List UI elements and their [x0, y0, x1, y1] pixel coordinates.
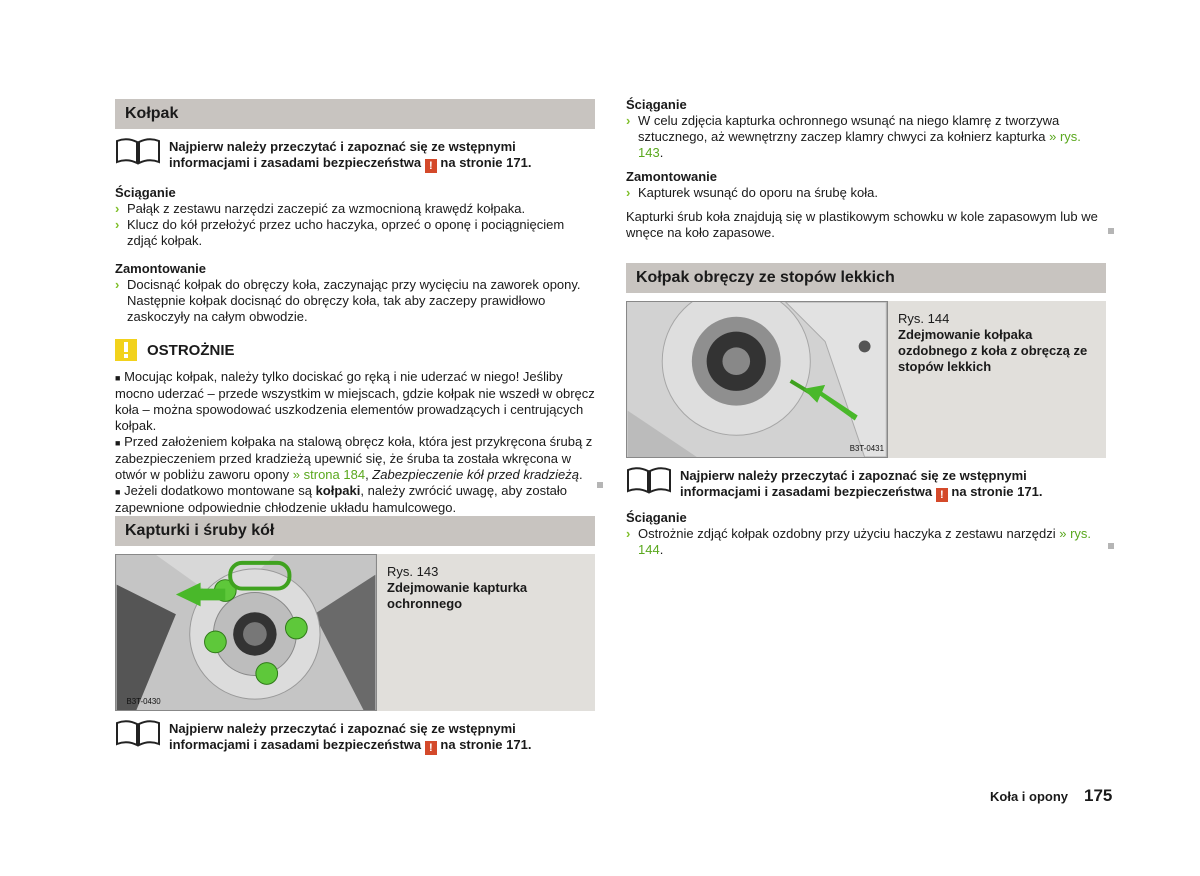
list-item: › Ostrożnie zdjąć kołpak ozdobny przy użyciu haczyka z zestawu narzędzi » rys. 144.	[626, 526, 1092, 557]
bullet-arrow-icon: ›	[115, 217, 120, 232]
list-item: › W celu zdjęcia kapturka ochronnego wsunąć na niego klamrę z tworzywa sztucznego, aż wewnętrzny zaczep klamry chwyci za kołnierz kapturka » rys. 143.	[626, 113, 1081, 160]
section-end-marker	[597, 482, 603, 488]
figure-title: Zdejmowanie kapturka ochronnego	[387, 580, 528, 611]
left-column	[115, 99, 595, 754]
list-item: › Klucz do kół przełożyć przez ucho haczyka, oprzeć o oponę i pociągnięciem zdjąć kołpak.	[115, 217, 565, 248]
read-note	[115, 137, 595, 173]
figure-code: B3T-0431	[849, 444, 884, 454]
alloy-removing-block	[626, 510, 1106, 558]
figure-143	[115, 554, 595, 711]
list-item: › Pałąk z zestawu narzędzi zaczepić za wzmocnioną krawędź kołpaka.	[115, 201, 526, 216]
list-item: › Kapturek wsunąć do oporu na śrubę koła.	[626, 185, 878, 200]
page-footer	[990, 786, 1112, 806]
removing-heading: Ściąganie	[626, 97, 687, 112]
book-icon	[115, 137, 161, 165]
caution-paragraph: ■ Jeżeli dodatkowo montowane są kołpaki, należy zwrócić uwagę, aby zostało zapewnione odpowiednie chłodzenie układu hamulcowego.	[115, 483, 568, 515]
warning-icon: !	[425, 159, 437, 173]
mounting-heading: Zamontowanie	[626, 169, 718, 184]
figure-number: Rys. 143	[387, 564, 439, 579]
read-note	[626, 466, 1106, 502]
section-title: Kołpak obręczy ze stopów lekkich	[636, 269, 895, 286]
bullet-arrow-icon: ›	[626, 526, 631, 541]
section-header-alloy-cap	[626, 263, 1106, 293]
figure-link[interactable]: » rys. 144	[638, 526, 1092, 557]
list-item: › Docisnąć kołpak do obręczy koła, zaczynając przy wycięciu na zaworek opony. Następnie kołpak docisnąć do obręczy koła, tak aby zaczepy prawidłowo zaskoczyły na całym obwodzie.	[115, 277, 581, 324]
wheel-cap-illustration	[115, 554, 377, 711]
bullet-arrow-icon: ›	[626, 113, 631, 128]
bullet-arrow-icon: ›	[115, 201, 120, 216]
figure-caption	[888, 301, 1106, 458]
book-icon	[115, 719, 161, 747]
mounting-heading: Zamontowanie	[115, 261, 207, 276]
bullet-arrow-icon: ›	[115, 277, 120, 292]
read-note-text: Najpierw należy przeczytać i zapoznać się ze wstępnymi informacjami i zasadami bezpieczeństwa ! na stronie 171.	[169, 721, 532, 754]
section-end-marker	[1108, 228, 1114, 234]
removing-heading: Ściąganie	[115, 185, 176, 200]
figure-title: Zdejmowanie kołpaka ozdobnego z koła z obręczą ze stopów lekkich	[898, 327, 1088, 374]
read-note-text: Najpierw należy przeczytać i zapoznać się ze wstępnymi informacjami i zasadami bezpieczeństwa ! na stronie 171.	[680, 468, 1043, 501]
list-bullet: ■	[115, 487, 121, 497]
read-note	[115, 719, 595, 755]
caution-paragraph: ■ Przed założeniem kołpaka na stalową obręcz koła, która jest przykręcona śrubą z zabezpieczeniem przed kradzieżą upewnić się, że śruba ta została wkręcona w otwór w pobliżu zaworu opony » strona 184, Zabezpieczenie kół przed kradzieżą.	[115, 434, 593, 482]
caution-icon	[115, 339, 137, 361]
section-title: Kapturki i śruby kół	[125, 522, 275, 539]
caution-header	[115, 339, 595, 361]
right-column	[626, 97, 1106, 557]
caution-title: OSTROŻNIE	[147, 341, 235, 359]
list-bullet: ■	[115, 373, 121, 383]
alloy-wheel-illustration	[626, 301, 888, 458]
figure-144	[626, 301, 1106, 458]
section-end-marker	[1108, 543, 1114, 549]
figure-code: B3T-0430	[126, 697, 161, 707]
figure-number: Rys. 144	[898, 311, 950, 326]
removing-heading: Ściąganie	[626, 510, 687, 525]
link-title: Zabezpieczenie kół przed kradzieżą	[372, 467, 579, 482]
caution-paragraph: ■ Mocując kołpak, należy tylko dociskać go ręką i nie uderzać w niego! Jeśliby mocno uderzać – przede wszystkim w miejscach, gdzie kołpak nie wszedł w obręcz koła – można spowodować uszkodzenia elementów prowadzących i centrujących kołpak.	[115, 369, 595, 433]
figure-link[interactable]: » rys. 143	[638, 129, 1081, 160]
footer-section-name: Koła i opony	[990, 789, 1068, 804]
list-bullet: ■	[115, 438, 121, 448]
section-header-kapturki	[115, 516, 595, 546]
figure-caption	[377, 554, 595, 711]
warning-icon: !	[936, 488, 948, 502]
page-number: 175	[1084, 786, 1113, 805]
bullet-arrow-icon: ›	[626, 185, 631, 200]
section-header-kolpak	[115, 99, 595, 129]
read-note-text: Najpierw należy przeczytać i zapoznać się ze wstępnymi informacjami i zasadami bezpieczeństwa ! na stronie 171.	[169, 139, 532, 172]
book-icon	[626, 466, 672, 494]
page-link[interactable]: » strona 184	[292, 467, 366, 482]
section-title: Kołpak	[125, 105, 179, 122]
warning-icon: !	[425, 741, 437, 755]
storage-paragraph: Kapturki śrub koła znajdują się w plastikowym schowku w kole zapasowym lub we wnęce na koło zapasowe.	[626, 209, 1098, 240]
